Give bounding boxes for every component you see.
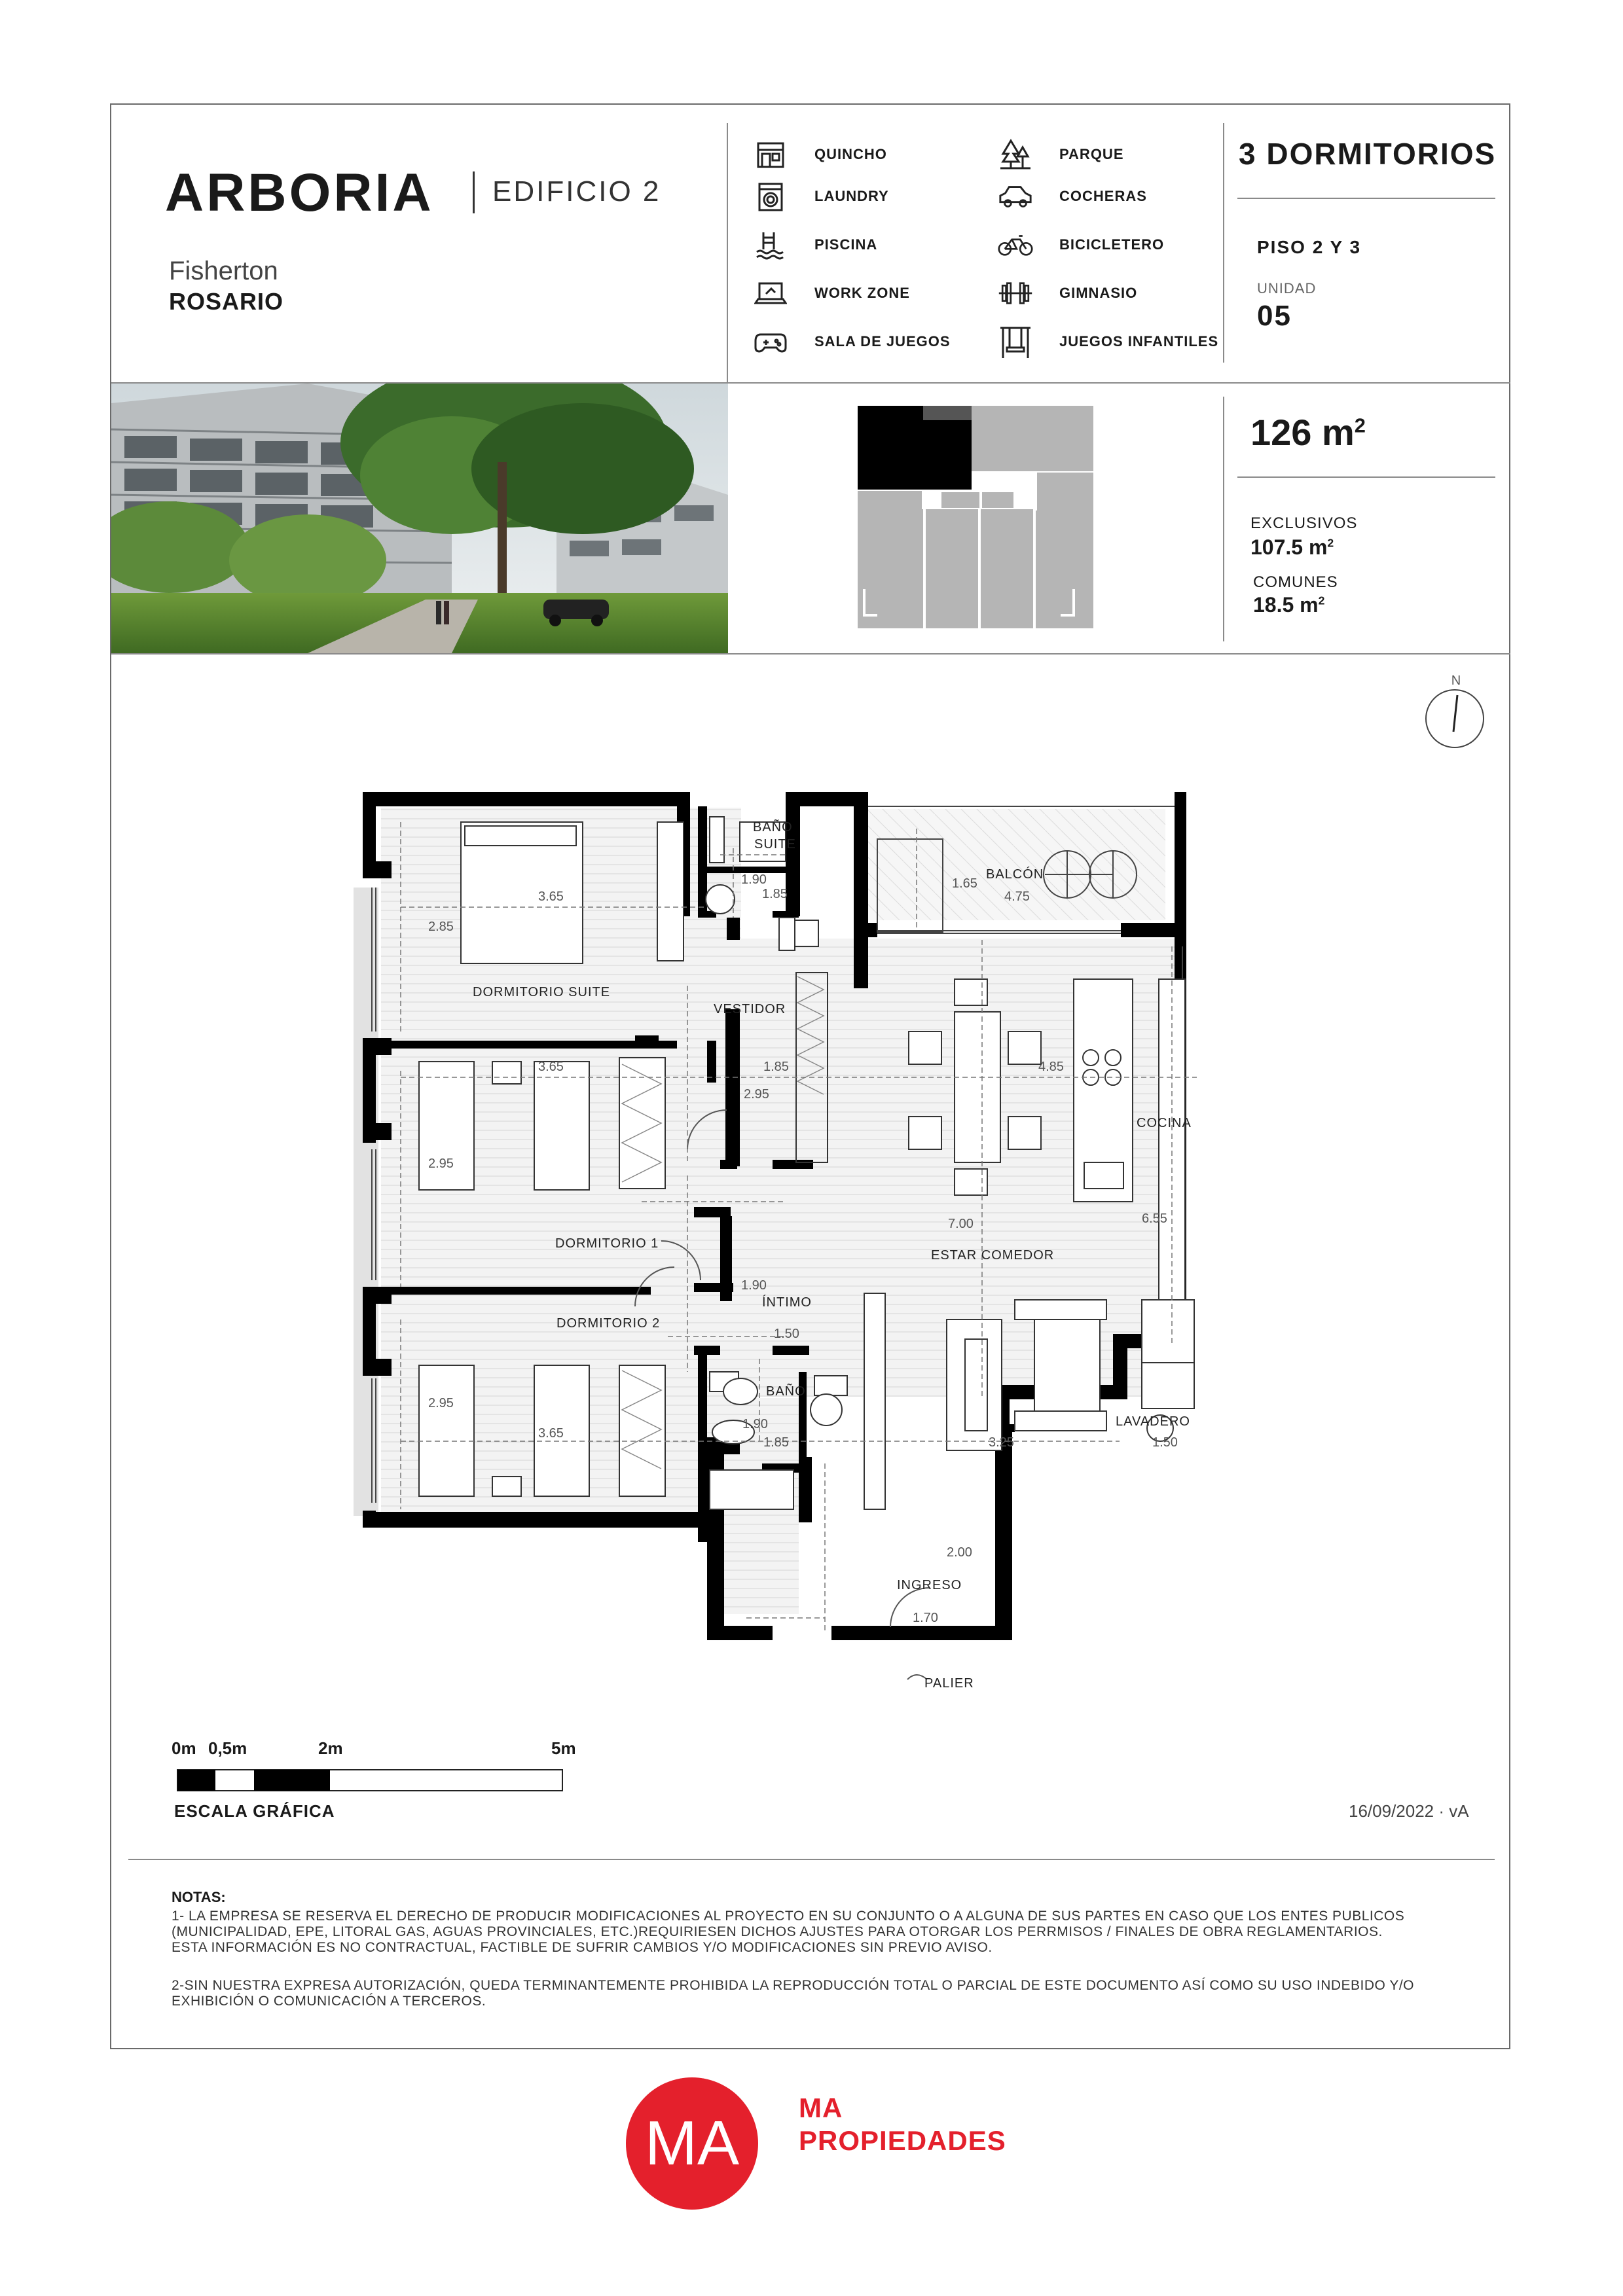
amenity-gimnasio: GIMNASIO [998,275,1137,312]
dim-lav-width: 1.50 [1152,1435,1178,1450]
total-area: 126 $m^2$ [1250,412,1366,453]
exclusive-area: 107.5 $m^2$ [1250,535,1334,559]
grill-store-icon [753,137,788,172]
dim-living-width: 3.25 [989,1435,1014,1450]
building-name: EDIFICIO 2 [492,175,661,207]
room-lavadero: LAVADERO [1116,1414,1190,1429]
title-separator [473,171,475,213]
room-balcon: BALCÓN [986,867,1044,882]
exclusive-label: EXCLUSIVOS [1250,514,1358,532]
room-bano: BAÑO [766,1384,806,1399]
dim-d2-width: 3.65 [538,1426,564,1441]
dim-d2-height: 2.95 [428,1396,454,1410]
compass-label: N [1451,673,1461,688]
note-1-line-2: (MUNICIPALIDAD, EPE, LITORAL GAS, AGUAS PROVINCIALES, ETC.)REQUIRIESEN DICHOS AJUSTES PARA OTORGAR LOS PERRMISOS / FINALES DE OBRA REGLAMENTARIOS. [172,1924,1383,1939]
company-logo: MA [626,2077,758,2210]
scale-tick-0: 0m [172,1738,196,1758]
bicycle-icon [998,227,1033,262]
unit-divider-top [1223,123,1224,363]
room-estar-comedor: ESTAR COMEDOR [931,1248,1055,1263]
dim-suite-height: 2.85 [428,920,454,934]
note-1-line-1: 1- LA EMPRESA SE RESERVA EL DERECHO DE PRODUCIR MODIFICACIONES AL PROYECTO EN SU CONJUNTO O A ALGUNA DE SUS PARTES EN CASO QUE LOS ENTES PUBLICOS [172,1909,1405,1924]
notes-divider [128,1859,1495,1860]
dim-d1-height: 2.95 [428,1157,454,1171]
amenity-work-zone: WORK ZONE [753,275,910,312]
note-2-line-1: 2-SIN NUESTRA EXPRESA AUTORIZACIÓN, QUEDA TERMINANTEMENTE PROHIBIDA LA REPRODUCCIÓN TOTAL O PARCIAL DE ESTE DOCUMENTO ASÍ COMO SU USO INDEBIDO Y/O [172,1978,1415,1993]
room-intimo: ÍNTIMO [762,1295,812,1310]
area-underline [1237,476,1495,478]
photo-divider [111,653,1510,655]
dim-estar-height: 7.00 [948,1217,974,1231]
unit-number: 05 [1257,300,1292,332]
common-area: 18.5 $m^2$ [1253,593,1325,617]
dim-vest-width: 1.85 [763,1060,789,1074]
unit-label: UNIDAD [1257,280,1317,296]
building-rendering [111,384,728,653]
scale-tick-3: 5m [551,1738,576,1758]
amenity-cocheras: COCHERAS [998,178,1147,215]
dim-bano-width: 1.85 [763,1435,789,1450]
room-dormitorio-1: DORMITORIO 1 [555,1236,659,1251]
dim-d1-width: 3.65 [538,1060,564,1074]
note-1-line-3: ESTA INFORMACIÓN ES NO CONTRACTUAL, FACTIBLE DE SUFRIR CAMBIOS Y/O MODIFICACIONES SIN PREVIO AVISO. [172,1940,993,1955]
project-name: ARBORIA [165,163,434,223]
dim-intimo-height: 1.90 [741,1278,767,1293]
room-bano-suite-2: SUITE [754,837,796,852]
dumbbell-icon [998,276,1033,311]
amenity-quincho: QUINCHO [753,136,887,173]
dim-vest-height: 2.95 [744,1087,769,1102]
dim-bs-height: 1.90 [741,872,767,887]
dim-bano-height: 1.90 [742,1417,768,1431]
amenity-parque: PARQUE [998,136,1124,173]
dim-balcon-height: 1.65 [952,876,977,891]
north-compass [1423,672,1486,750]
room-cocina: COCINA [1137,1116,1192,1130]
washing-machine-icon [753,179,788,214]
dim-estar-width: 4.85 [1038,1060,1064,1074]
room-dormitorio-suite: DORMITORIO SUITE [473,985,611,999]
key-plan [858,406,1093,628]
room-palier: PALIER [924,1676,974,1691]
swing-icon [998,324,1033,359]
floor-info: PISO 2 Y 3 [1257,237,1362,257]
notes-title: NOTAS: [172,1889,226,1905]
bedroom-count: 3 DORMITORIOS [1239,137,1497,171]
amenity-piscina: PISCINA [753,226,877,263]
company-name: MA PROPIEDADES [799,2092,1006,2156]
dim-ingreso-height: 2.00 [947,1545,972,1560]
scale-tick-1: 0,5m [208,1738,247,1758]
room-ingreso: INGRESO [897,1578,962,1592]
dim-cocina-height: 6.55 [1142,1211,1167,1226]
room-bano-suite: BAÑO [753,820,793,834]
common-label: COMUNES [1253,573,1338,591]
dim-ingreso-width: 1.70 [913,1611,938,1625]
dim-bs-width: 1.85 [762,887,788,901]
dorms-underline [1237,198,1495,199]
trees-icon [998,137,1033,172]
document-date: 16/09/2022 · vA [1349,1801,1469,1821]
amenity-juegos-infantiles: JUEGOS INFANTILES [998,323,1218,360]
neighborhood: Fisherton [169,257,278,285]
car-icon [998,179,1033,214]
gamepad-icon [753,324,788,359]
scale-title: ESCALA GRÁFICA [174,1801,335,1821]
amenity-bicicletero: BICICLETERO [998,226,1164,263]
unit-divider-bottom [1223,397,1224,641]
floor-plan [354,783,1257,1699]
scale-tick-2: 2m [318,1738,343,1758]
note-2-line-2: EXHIBICIÓN O COMUNICACIÓN A TERCEROS. [172,1994,486,2009]
room-dormitorio-2: DORMITORIO 2 [556,1316,661,1331]
city: ROSARIO [169,288,284,315]
dim-intimo-width: 1.50 [774,1327,799,1341]
amenity-sala-de-juegos: SALA DE JUEGOS [753,323,951,360]
dim-balcon-width: 4.75 [1004,889,1030,904]
laptop-icon [753,276,788,311]
dim-suite-width: 3.65 [538,889,564,904]
amenity-laundry: LAUNDRY [753,178,889,215]
room-vestidor: VESTIDOR [714,1002,786,1016]
pool-icon [753,227,788,262]
